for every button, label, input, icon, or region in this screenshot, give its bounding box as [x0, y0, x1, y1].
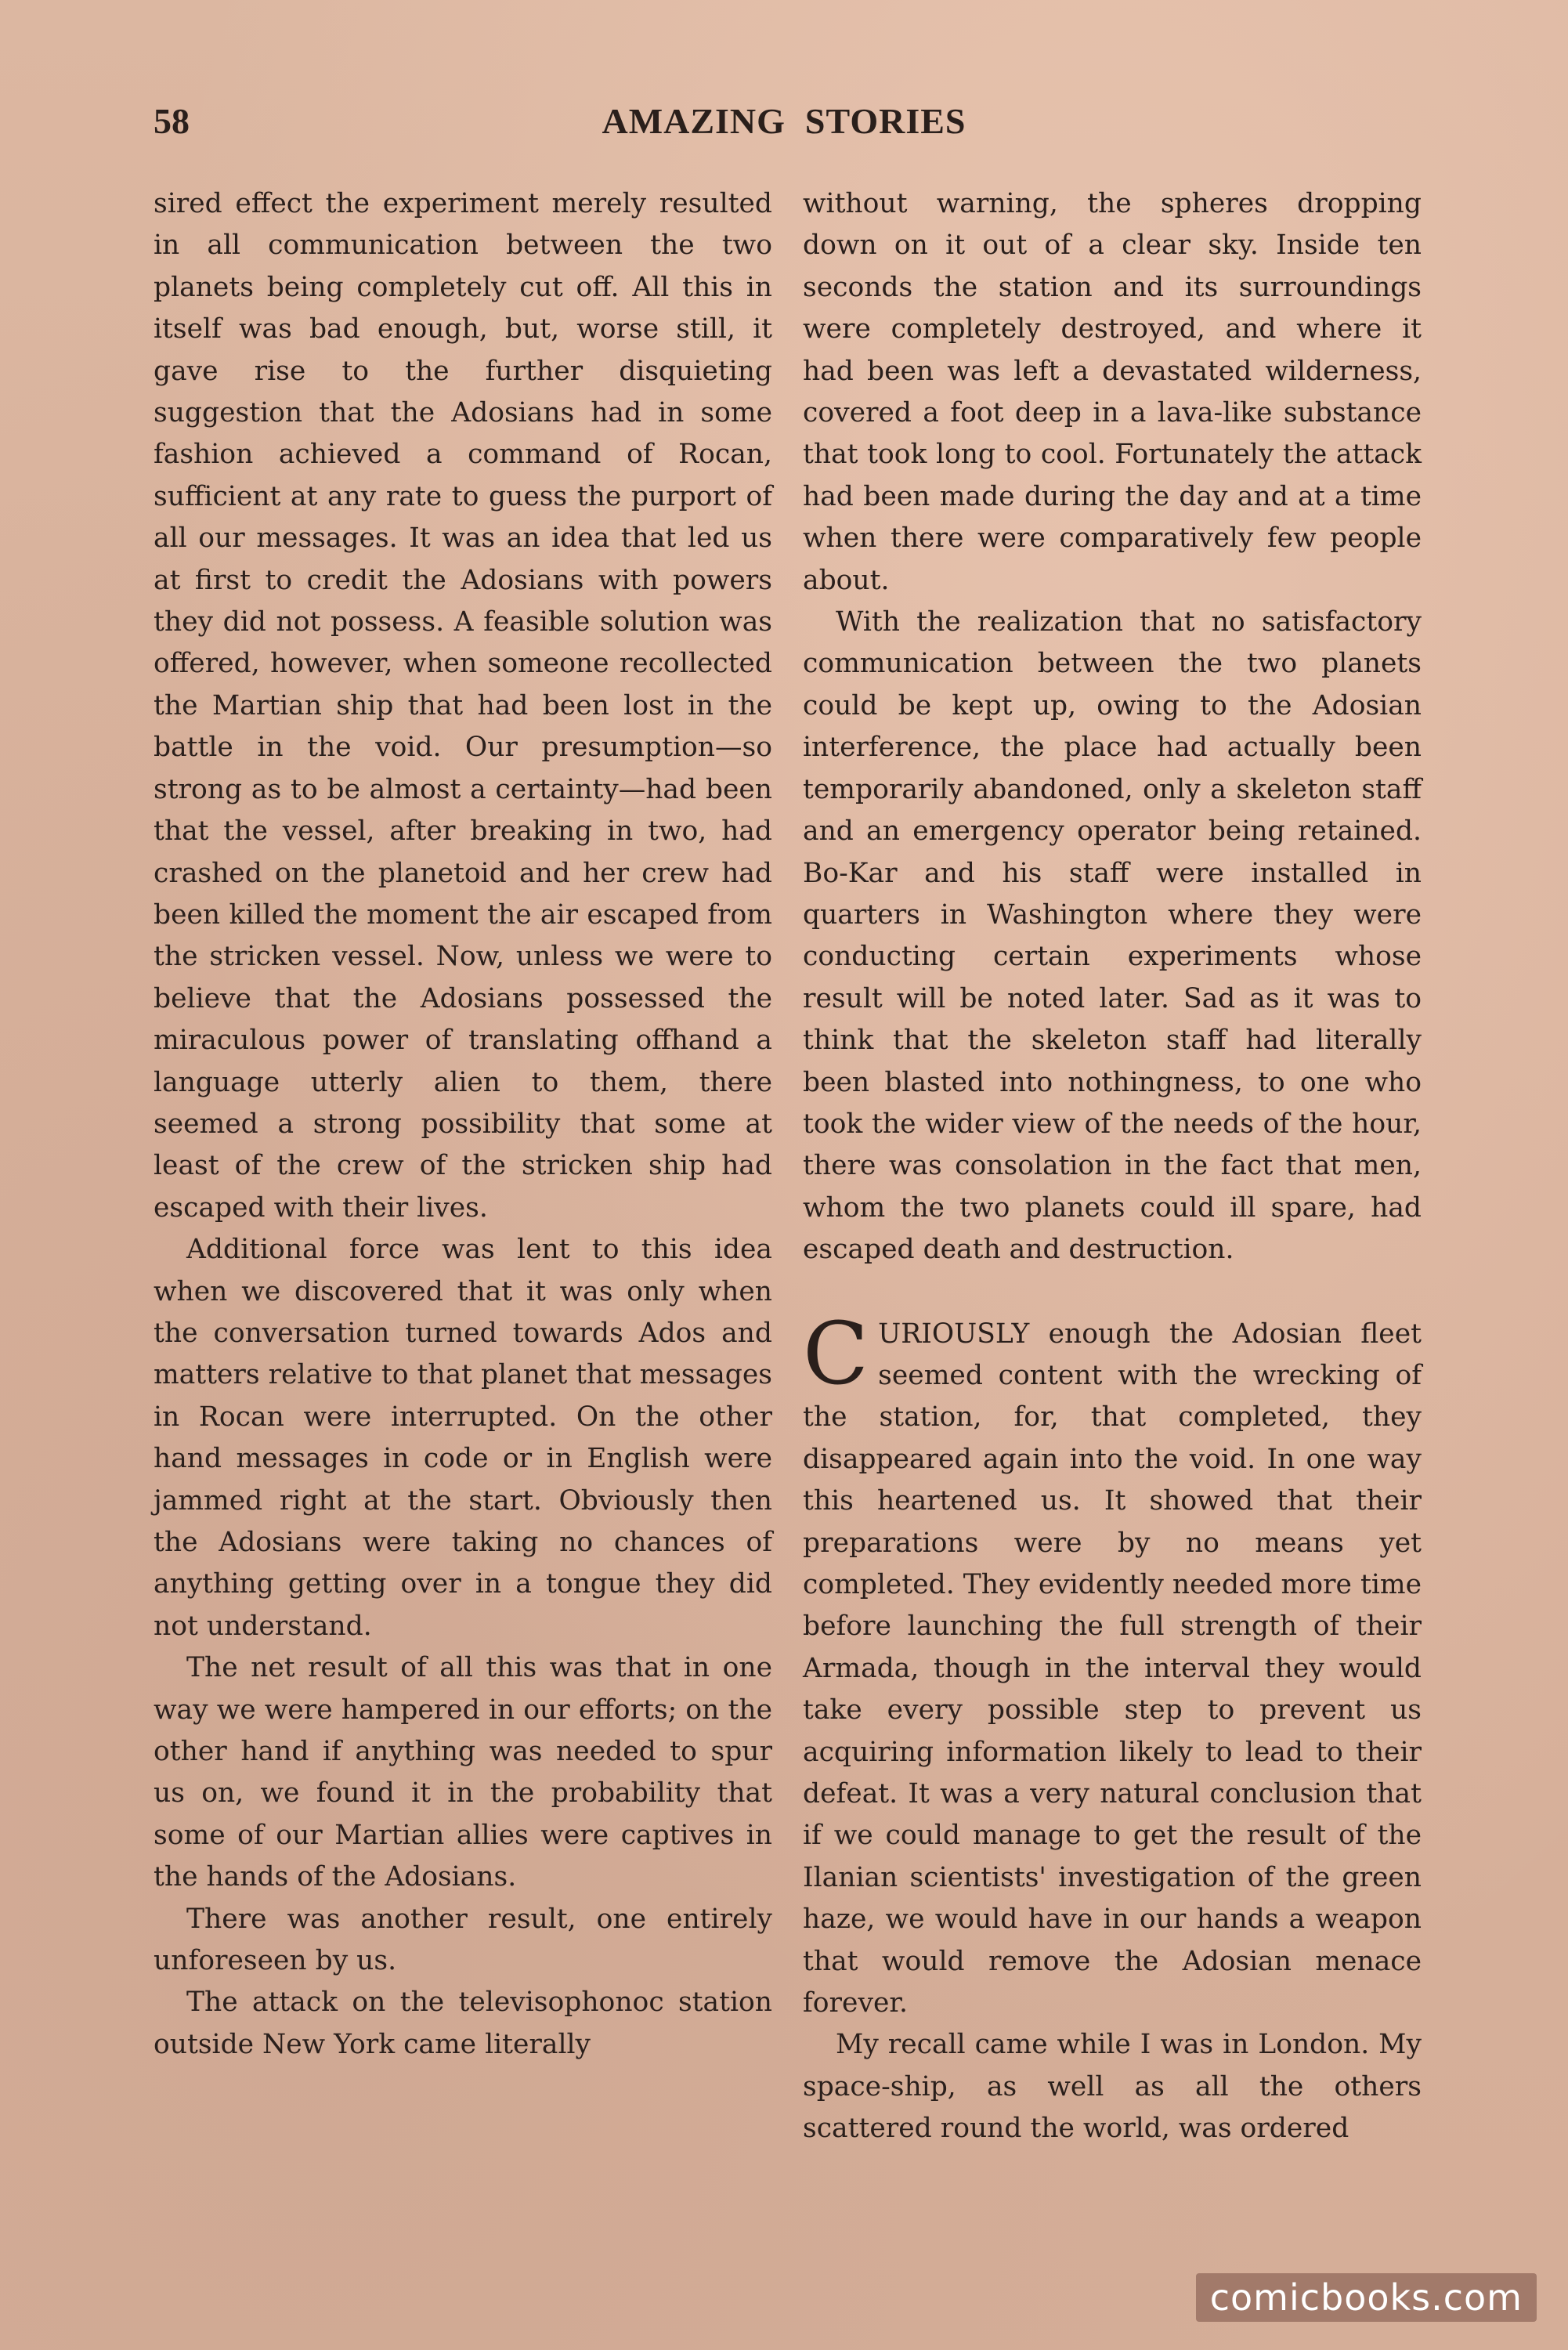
section-opening-paragraph	[803, 1303, 1422, 2025]
paragraph: With the realization that no satisfactory communication between the two planets could be kept up, owing to the Adosian interference, the place had actually been temporarily abandoned, only a skeleton staff and an emergency operator being retained. Bo-Kar and his staff were installed in quarters in Washington where they were conducting certain experiments whose result will be noted later. Sad as it was to think that the skeleton staff had literally been blasted into nothingness, to one who took the wider view of the needs of the hour, there was consolation in the fact that men, whom the two planets could ill spare, had escaped death and destruction.	[803, 606, 1422, 1266]
right-column	[803, 183, 1422, 2150]
paragraph: The net result of all this was that in one way we were hampered in our efforts; on the other hand if anything was needed to spur us on, we found it in the probability that some of our Martian allies were captives in the hands of the Adosians.	[154, 1652, 772, 1893]
paragraph: sired effect the experiment merely resulted in all communication between the two planets being completely cut off. All this in itself was bad enough, but, worse still, it gave rise to the further disquieting suggestion that the Adosians had in some fashion achieved a command of Rocan, sufficient at any rate to guess the purport of all our messages. It was an idea that led us at first to credit the Adosians with powers they did not possess. A feasible solution was offered, however, when someone recollected the Martian ship that had been lost in the battle in the void. Our presumption—so strong as to be almost a certainty—had been that the vessel, after breaking in two, had crashed on the planetoid and her crew had been killed the moment the air escaped from the stricken vessel. Now, unless we were to believe that the Adosians possessed the miraculous power of translating offhand a language utterly alien to them, there seemed a strong possibility that some at least of the crew of the stricken ship had escaped with their lives.	[154, 188, 772, 1224]
paragraph: without warning, the spheres dropping down on it out of a clear sky. Inside ten seconds the station and its surroundings were completely destroyed, and where it had been was left a devastated wilderness, covered a foot deep in a lava-like substance that took long to cool. Fortunately the attack had been made during the day and at a time when there were comparatively few people about.	[803, 188, 1422, 596]
magazine-title: AMAZING STORIES	[602, 101, 966, 141]
paragraph: My recall came while I was in London. My space-ship, as well as all the others scattered round the world, was ordered	[803, 2029, 1422, 2145]
page-number: 58	[154, 101, 190, 141]
page-header	[154, 100, 1414, 155]
left-column	[154, 183, 772, 2066]
paragraph: The attack on the televisophonoc station outside New York came literally	[154, 1987, 772, 2060]
drop-cap: C	[803, 1303, 869, 1404]
watermark: comicbooks.com	[1196, 2273, 1537, 2322]
paragraph-text: URIOUSLY enough the Adosian fleet seemed content with the wrecking of the station, for, that completed, they disappeared again into the void. In one way this heartened us. It showed that their preparations were by no means yet completed. They evidently needed more time before launching the full strength of their Armada, though in the interval they would take every possible step to prevent us acquiring information likely to lead to their defeat. It was a very natural conclusion that if we could manage to get the result of the Ilanian scientists' investigation of the green haze, we would have in our hands a weapon that would remove the Adosian menace forever.	[803, 1318, 1422, 2019]
paragraph: There was another result, one entirely unforeseen by us.	[154, 1903, 772, 1977]
paragraph: Additional force was lent to this idea when we discovered that it was only when the conversation turned towards Ados and matters relative to that planet that messages in Rocan were interrupted. On the other hand messages in code or in English were jammed right at the start. Obviously then the Adosians were taking no chances of anything getting over in a tongue they did not understand.	[154, 1234, 772, 1642]
